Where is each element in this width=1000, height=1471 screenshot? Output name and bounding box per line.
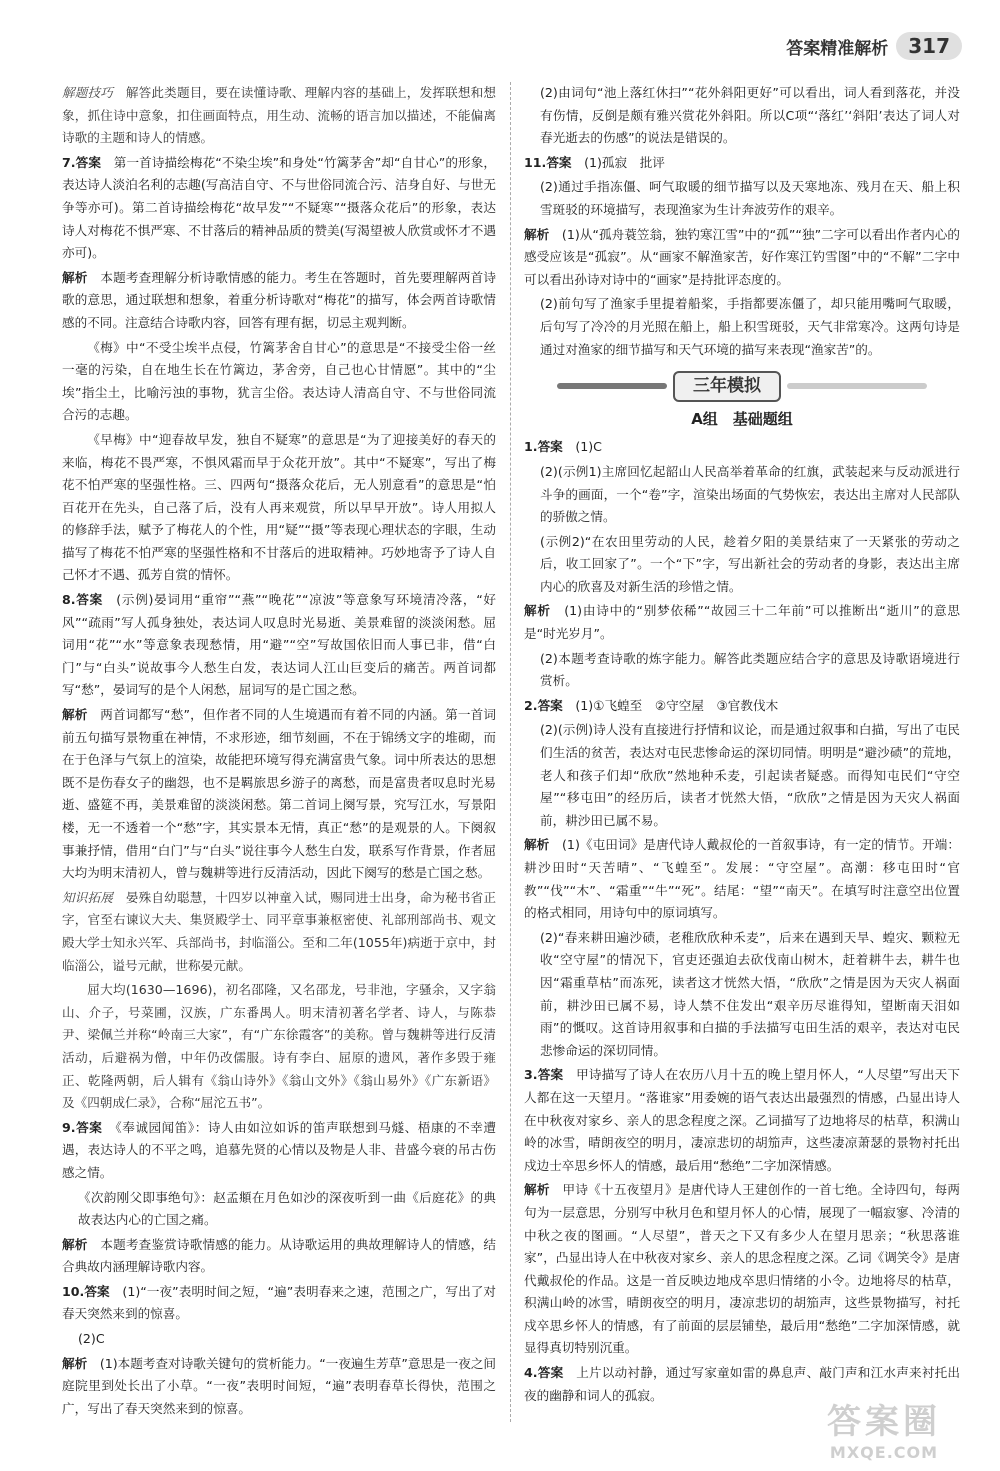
question-number: 3.: [524, 1067, 538, 1083]
paragraph: [62, 82, 496, 150]
answer-label: 解析: [62, 269, 88, 285]
paragraph-text: (示例)晏词用“重帘”“燕”“晚花”“凉波”等意象写环境清冷落，“好风”“疏雨”写人孤身独处，表达词人叹息时光易逝、美景难留的淡淡闲愁。屈词用“花”“水”等意象表现愁情，用“避”“空”写故国依旧而人事已非，借“白门”与“白头”说故事今人愁生白发，表达词人江山巨变后的痛苦。两首词都写“愁”，晏词写的是个人闲愁，屈词写的是亡国之愁。: [62, 592, 497, 698]
paragraph-text: 《早梅》中“迎春故早发，独自不疑寒”的意思是“为了迎接美好的春天的来临，梅花不畏严寒，不惧风霜而早于众花开放”。其中“不疑寒”，写出了梅花不怕严寒的坚强性格。三、四两句“摄落众花后，无人别意看”的意思是“怕百花开在先头，自己落了后，没有人再来观赏，所以早早开放”。诗人用拟人的修辞手法，赋予了梅花人的个性，用“疑”“摄”等表现心理状态的字眼，生动描写了梅花不怕严寒的坚强性格和不甘落后的进取精神。巧妙地寄予了诗人自己怀才不遇、孤芳自赏的情怀。: [62, 431, 496, 583]
paragraph: [524, 461, 960, 529]
paragraph-text: (1)从“孤舟蓑笠翁，独钓寒江雪”中的“孤”“独”二字可以看出作者内心的感受应该是“孤寂”。从“画家不解渔家苦，好作寒江钓雪图”中的“不解”二字中可以看出孙诗对诗中的“画家”是持批评态度的。: [524, 226, 961, 287]
paragraph-text: 两首词都写“愁”，但作者不同的人生境遇而有着不同的内涵。第一首词前五句描写景物重在神情，不求形迹，细节刻画，不在于锦绣文字的堆砌，而在于色泽与气氛上的渲染，故能把环境写得充满富贵气象。词中所表达的思想既不是伤春女子的幽怨，也不是羁旅思乡游子的离愁，而是富贵者叹息时光易逝、盛筵不再，美景难留的淡淡闲愁。第二首词上阕写景，究写江水，写景阳楼，无一不透着一个“愁”字，其实景本无情，真正“愁”的是观景的人。下阕叙事兼抒情，借用“白门”与“白头”说往事今人愁生白发，联系写作背景，作者屈大均为明末清初人，曾与魏耕等进行反清活动，因此下阕写的愁是亡国之愁。: [62, 707, 497, 881]
section-banner: [524, 371, 960, 402]
watermark-logo: [794, 1393, 974, 1463]
banner-bar-left: [557, 383, 667, 389]
paragraph: [62, 704, 496, 885]
paragraph-text: (1)“一夜”表明时间之短，“遍”表明春来之速，范围之广，写出了对春天突然来到的惊喜。: [62, 1283, 497, 1322]
paragraph-text: 甲诗描写了诗人在农历八月十五的晚上望月怀人，“人尽望”写出天下人都在这一天望月。“落谁家”用委婉的语气表达出最强烈的情感，凸显出诗人在中秋夜对家乡、亲人的思念程度之深。乙词描写了边地将尽的枯草，积满山岭的冰雪，晴朗夜空的明月，凄凉悲切的胡笳声，这些凄凉萧瑟的景物衬托出戍边士卒思乡怀人的情感，最后用“愁绝”二字加深情感。: [524, 1067, 960, 1173]
answer-label: 答案: [75, 592, 103, 608]
paragraph: [524, 927, 960, 1063]
answer-label: 答案: [84, 1283, 110, 1299]
watermark-text: 答案圈: [827, 1402, 941, 1442]
question-number: 2.: [524, 697, 538, 713]
paragraph: [62, 1117, 496, 1185]
tip-label: 知识拓展: [62, 889, 114, 905]
answer-label: 答案: [537, 439, 563, 455]
paragraph-text: (1)本题考查对诗歌关键句的赏析能力。“一夜遍生芳草”意思是一夜之间庭院里到处长出了小草。“一夜”表明时间短，“遍”表明春草长得快，范围之广，写出了春天突然来到的惊喜。: [62, 1355, 497, 1416]
paragraph-text: (2)本题考查诗歌的炼字能力。解答此类题应结合字的意思及诗歌语境进行赏析。: [540, 650, 960, 689]
paragraph-text: 屈大均(1630—1696)，初名邵隆，又名邵龙，号非池，字骚余，又字翁山、介子，号菜圃，汉族，广东番禺人。明末清初著名学者、诗人，与陈恭尹、梁佩兰并称“岭南三大家”，有“广东徐霞客”的美称。曾与魏耕等进行反清活动，后避祸为僧，中年仍改儒服。诗有李白、屈原的遗风，著作多毁于雍正、乾隆两朝，后人辑有《翁山诗外》《翁山文外》《翁山易外》《广东新语》及《四朝成仁录》，合称“屈沱五书”。: [62, 982, 496, 1111]
paragraph: [62, 1187, 496, 1232]
paragraph-text: (2)通过手指冻僵、呵气取暖的细节描写以及天寒地冻、残月在天、船上积雪斑驳的环境描写，表现渔家为生计奔波劳作的艰辛。: [540, 179, 960, 217]
paragraph: [524, 293, 960, 361]
paragraph-text: (1)C: [575, 439, 602, 455]
paragraph-text: (2)(示例)诗人没有直接进行抒情和议论，而是通过叙事和白描，写出了屯民们生活的贫苦，表达对屯民悲惨命运的深切同情。明明是“避沙碛”的荒地，老人和孩子们却“欣欣”然地种禾麦，引起读者疑惑。而得知屯民们“守空屋”“移屯田”的经历后，读者才恍然大悟，“欣欣”之情是因为天灾人祸面前，耕沙田已属不易。: [540, 722, 960, 828]
paragraph-text: (1)由诗中的“别梦依稀”“故园三十二年前”可以推断出“逝川”的意思是“时光岁月”。: [524, 603, 961, 642]
paragraph-text: 解答此类题目，要在读懂诗歌、理解内容的基础上，发挥联想和想象，抓住诗中意象，扣住画面特点，用生动、流畅的语言加以描述，不能偏离诗歌的主题和诗人的情感。: [62, 85, 497, 146]
paragraph: [524, 600, 960, 645]
paragraph: [62, 979, 496, 1115]
question-number: 10.: [62, 1283, 85, 1299]
answer-label: 解析: [524, 226, 550, 242]
answer-label: 解析: [62, 1355, 88, 1371]
question-number: 4.: [524, 1365, 538, 1381]
paragraph: [62, 152, 496, 265]
paragraph-text: 晏殊自幼聪慧，十四岁以神童入试，赐同进士出身，命为秘书省正字，官至右谏议大夫、集贤殿学士、同平章事兼枢密使、礼部刑部尚书、观文殿大学士知永兴军、兵部尚书，封临淄公。至和二年(1055年)病逝于京中，封临淄公，谥号元献，世称晏元献。: [62, 889, 497, 973]
answer-label: 答案: [75, 154, 102, 170]
paragraph-text: 《奉诚园闻笛》：诗人由如泣如诉的笛声联想到马燧、梧康的不幸遭遇，表达诗人的不平之鸣，追慕先贤的心情以及物是人非、昔盛今衰的吊古伤感之情。: [62, 1119, 497, 1180]
paragraph: [524, 834, 960, 924]
paragraph: [524, 719, 960, 832]
paragraph: [524, 152, 960, 175]
answer-label: 答案: [537, 697, 563, 713]
right-column: [524, 82, 960, 1409]
paragraph-text: (2)由词句“池上落红休扫”“花外斜阳更好”可以看出，词人看到落花，并没有伤情，反倒是颇有雅兴赏花外斜阳。所以C项“‘落红’‘斜阳’表达了词人对春光逝去的伤感”的说法是错误的。: [540, 85, 960, 146]
paragraph-text: (2)(示例1)主席回忆起韶山人民高举着革命的红旗，武装起来与反动派进行斗争的画面，一个“卷”字，渲染出场面的气势恢宏，表达出主席对人民部队的骄傲之情。: [540, 463, 960, 525]
paragraph-text: (1)《屯田词》是唐代诗人戴叔伦的一首叙事诗，有一定的情节。开端：耕沙田时“天苦晴”、“飞蝗至”。发展：“守空屋”。高潮：移屯田时“官教”“伐”“木”、“霜重”“牛”“死”。结尾：“望”“南天”。在填写时注意空出位置的格式相同，用诗句中的原词填写。: [524, 837, 960, 921]
paragraph: [62, 1234, 496, 1279]
paragraph: [524, 648, 960, 693]
paragraph: [524, 224, 960, 292]
paragraph: [62, 887, 496, 977]
banner-bar-right: [787, 383, 927, 389]
paragraph-text: 第一首诗描绘梅花“不染尘埃”和身处“竹篱茅舍”却“自甘心”的形象，表达诗人淡泊名利的志趣(写高洁自守、不与世俗同流合污、洁身自好、与世无争等亦可)。第二首诗描绘梅花“故早发”“不疑寒”“摄落众花后”的形象，表达诗人对梅花不惧严寒、不甘落后的精神品质的赞美(写渴望被人欣赏或怀才不遇亦可)。: [62, 154, 497, 261]
paragraph: [524, 695, 960, 718]
paragraph: [62, 429, 496, 587]
paragraph: [62, 1353, 496, 1421]
page-header: [786, 32, 962, 60]
paragraph: [524, 176, 960, 221]
paragraph-text: 上片以动衬静，通过写家童如雷的鼻息声、敲门声和江水声来衬托出夜的幽静和词人的孤寂。: [524, 1365, 961, 1403]
answer-label: 解析: [62, 1236, 88, 1252]
question-number: 11.: [524, 154, 547, 170]
answer-label: 解析: [524, 603, 551, 619]
answer-label: 答案: [537, 1067, 564, 1083]
paragraph: [524, 1179, 960, 1360]
right-top-block: [524, 82, 960, 361]
header-title: 答案精准解析: [786, 38, 889, 59]
group-title: A组 基础题组: [691, 409, 793, 428]
answer-label: 解析: [524, 1182, 550, 1198]
paragraph: [524, 82, 960, 150]
left-column: [62, 82, 496, 1422]
watermark-url: MXQE.COM: [829, 1443, 939, 1462]
answer-label: 答案: [537, 1365, 564, 1381]
paragraph: [62, 267, 496, 335]
paragraph: [62, 337, 496, 427]
tip-label: 解题技巧: [62, 85, 114, 100]
paragraph: [62, 589, 496, 702]
question-number: 1.: [524, 439, 538, 455]
answer-label: 答案: [75, 1119, 103, 1135]
question-number: 8.: [62, 592, 76, 608]
paragraph-text: 本题考查鉴赏诗歌情感的能力。从诗歌运用的典故理解诗人的情感，结合典故内涵理解诗歌内容。: [62, 1236, 497, 1275]
paragraph-text: 甲诗《十五夜望月》是唐代诗人王建创作的一首七绝。全诗四句，每两句为一层意思，分别写中秋月色和望月怀人的心情，展现了一幅寂寥、冷清的中秋之夜的图画。“人尽望”，普天之下又有多少人在望月思亲；“秋思落谁家”，凸显出诗人在中秋夜对家乡、亲人的思念程度之深。乙词《调笑令》是唐代戴叔伦的作品。这是一首反映边地戍卒思归情绪的小令。边地将尽的枯草，积满山岭的冰雪，晴朗夜空的明月，凄凉悲切的胡笳声，这些景物描写，衬托戍卒思乡怀人的情感，有了前面的层层铺垫，最后用“愁绝”二字加深情感，就显得真切特别沉重。: [524, 1182, 961, 1356]
paragraph: [62, 1281, 496, 1326]
answer-label: 答案: [546, 154, 572, 170]
question-number: 9.: [62, 1119, 76, 1135]
paragraph-text: 《梅》中“不受尘埃半点侵，竹篱茅舍自甘心”的意思是“不接受尘俗一丝一毫的污染，自在地生长在竹篱边，茅舍旁，自己也心甘情愿”。其中的“尘埃”指尘土，比喻污浊的事物，犹言尘俗。表达诗人清高自守、不与世俗同流合污的志趣。: [62, 339, 496, 423]
answer-label: 解析: [62, 707, 88, 723]
page-number: 317: [896, 32, 962, 60]
paragraph: [62, 1328, 496, 1351]
paragraph: [524, 436, 960, 459]
answer-label: 解析: [524, 837, 550, 853]
paragraph-text: (2)“春来耕田遍沙碛，老稚欣欣种禾麦”，后来在遇到天旱、蝗灾、颗粒无收“空守屋”的情况下，官吏还强迫去砍伐南山树木，赶着耕牛去，耕牛也因“霜重草枯”而冻死，读者这才恍然大悟，“欣欣”之情是因为天灾人祸面前，耕沙田已属不易，诗人禁不住发出“艰辛历尽谁得知，望断南天泪如雨”的慨叹。这首诗用叙事和白描的手法描写屯田生活的艰辛，表达对屯民悲惨命运的深切同情。: [540, 929, 960, 1058]
paragraph: [524, 1064, 960, 1177]
question-number: 7.: [62, 154, 76, 170]
paragraph-text: 本题考查理解分析诗歌情感的能力。考生在答题时，首先要理解两首诗歌的意思，通过联想和想象，着重分析诗歌对“梅花”的描写，体会两首诗歌情感的不同。注意结合诗歌内容，回答有理有据，切忌主观判断。: [62, 269, 497, 330]
paragraph: [524, 531, 960, 599]
paragraph-text: (示例2)“在农田里劳动的人民，趁着夕阳的美景结束了一天紧张的劳动之后，收工回家了”。一个“下”字，写出新社会的劳动者的身影，表达出主席内心的欣喜及对新生活的珍惜之情。: [540, 533, 960, 594]
paragraph-text: (2)前句写了渔家手里提着船桨，手指都要冻僵了，却只能用嘴呵气取暖，后句写了冷冷的月光照在船上，船上积雪斑驳，天气非常寒冷。这两句诗是通过对渔家的细节描写和天气环境的描写来表现“渔家苦”的。: [540, 296, 960, 357]
section-title: 三年模拟: [673, 371, 781, 402]
paragraph-text: 《次韵刚父即事绝句》：赵孟頫在月色如沙的深夜听到一曲《后庭花》的典故表达内心的亡国之痛。: [78, 1189, 496, 1228]
paragraph-text: (2)C: [78, 1331, 105, 1347]
right-bottom-block: [524, 436, 960, 1407]
paragraph-text: (1)①飞蝗至 ②守空屋 ③官教伐木: [575, 697, 779, 713]
paragraph-text: (1)孤寂 批评: [584, 154, 665, 170]
column-divider: [510, 82, 511, 1422]
